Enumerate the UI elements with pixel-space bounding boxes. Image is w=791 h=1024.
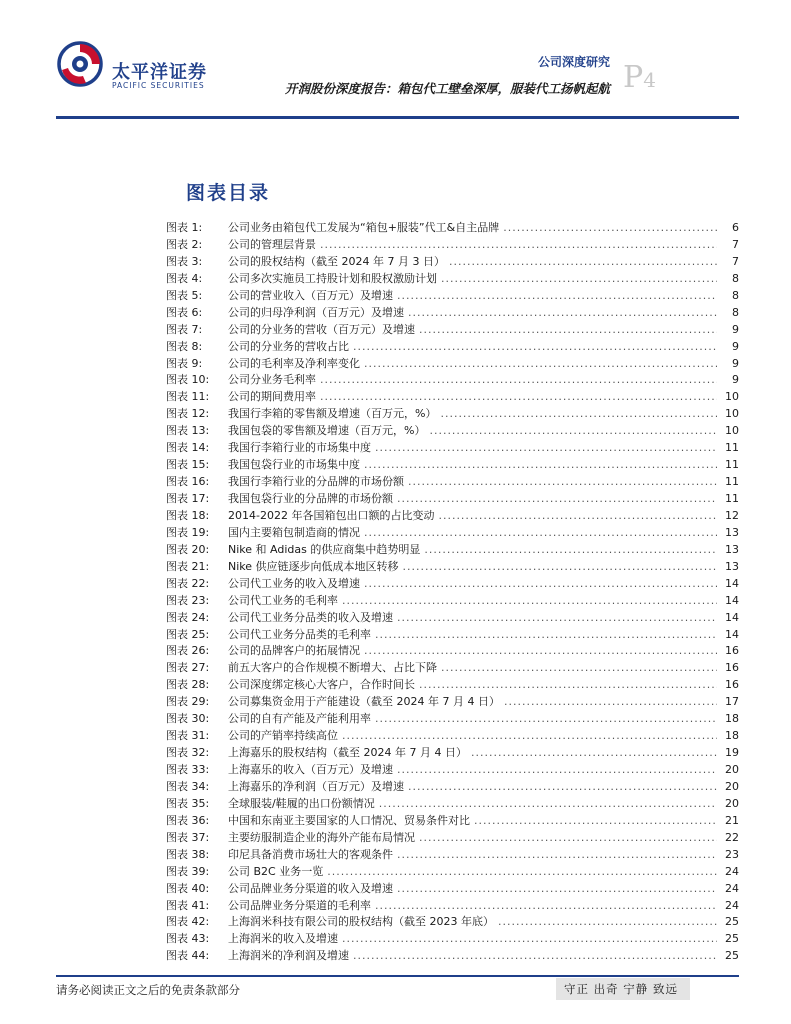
toc-entry[interactable] [166, 931, 739, 948]
toc-entry-title: 我国行李箱的零售额及增速（百万元，%） [228, 407, 437, 421]
toc-entry[interactable] [166, 271, 739, 288]
toc-dot-leader [419, 677, 717, 694]
toc-entry-label: 图表 32: [166, 746, 210, 760]
toc-dot-leader [424, 542, 717, 559]
toc-entry-title: Nike 和 Adidas 的供应商集中趋势明显 [228, 542, 421, 556]
page-number: 4 [643, 68, 656, 92]
toc-entry-page: 9 [732, 339, 739, 353]
toc-entry-label: 图表 17: [166, 492, 210, 505]
toc-dot-leader [449, 254, 717, 271]
toc-entry[interactable] [166, 474, 739, 491]
toc-entry-title: 公司的营业收入（百万元）及增速 [228, 288, 393, 302]
toc-dot-leader [397, 491, 717, 508]
pacific-securities-logo-icon [56, 40, 104, 88]
toc-dot-leader [504, 694, 717, 711]
toc-dot-leader [364, 643, 717, 660]
toc-entry-title: 公司品牌业务分渠道的收入及增速 [228, 881, 393, 895]
toc-entry-label: 图表 8: [166, 339, 203, 353]
footer-motto: 守正 出奇 宁静 致远 [564, 982, 678, 996]
page-letter: P [623, 60, 644, 95]
toc-dot-leader [375, 898, 717, 915]
toc-dot-leader [342, 931, 717, 948]
toc-entry-title: 国内主要箱包制造商的情况 [228, 525, 360, 539]
toc-dot-leader [379, 796, 717, 813]
brand-name-en: PACIFIC SECURITIES [112, 81, 205, 90]
footer-disclaimer: 请务必阅读正文之后的免责条款部分 [56, 983, 240, 997]
toc-heading: 图表目录 [186, 182, 271, 204]
toc-entry-label: 图表 38: [166, 847, 210, 861]
toc-entry-label: 图表 43: [166, 932, 210, 946]
toc-entry-label: 图表 22: [166, 576, 210, 590]
report-type: 公司深度研究 [537, 55, 610, 69]
toc-entry-title: 公司募集资金用于产能建设（截至 2024 年 7 月 4 日） [228, 695, 500, 709]
toc-entry[interactable] [166, 694, 739, 711]
toc-entry[interactable] [166, 339, 739, 356]
toc-entry-label: 图表 41: [166, 898, 210, 912]
toc-dot-leader [408, 474, 717, 491]
toc-entry[interactable] [166, 762, 739, 779]
toc-entry[interactable] [166, 440, 739, 457]
toc-entry[interactable] [166, 525, 739, 542]
toc-entry-label: 图表 30: [166, 712, 210, 726]
toc-dot-leader [375, 440, 717, 457]
toc-entry-title: 公司分业务毛利率 [228, 373, 316, 387]
page-header [0, 0, 791, 120]
toc-entry-page: 6 [732, 221, 739, 234]
footer-divider [56, 975, 739, 977]
toc-entry[interactable] [166, 356, 739, 373]
toc-entry-title: 公司 B2C 业务一览 [228, 864, 324, 878]
toc-entry-label: 图表 31: [166, 729, 210, 743]
toc-entry-page: 18 [725, 712, 739, 726]
toc-entry-title: 中国和东南亚主要国家的人口情况、贸易条件对比 [228, 813, 470, 827]
toc-entry-label: 图表 42: [166, 915, 210, 929]
toc-entry-label: 图表 5: [166, 288, 203, 302]
toc-dot-leader [375, 711, 717, 728]
toc-entry-title: 上海润米科技有限公司的股权结构（截至 2023 年底） [228, 915, 494, 929]
toc-dot-leader [364, 457, 717, 474]
toc-dot-leader [397, 881, 717, 898]
toc-entry-label: 图表 28: [166, 678, 210, 692]
toc-entry-title: 公司代工业务分品类的收入及增速 [228, 610, 393, 624]
toc-entry-label: 图表 37: [166, 830, 210, 844]
toc-entry-title: 我国行李箱行业的市场集中度 [228, 441, 371, 455]
toc-entry-label: 图表 23: [166, 593, 210, 607]
toc-entry-title: 前五大客户的合作规模不断增大、占比下降 [228, 661, 437, 675]
toc-entry-title: 上海嘉乐的股权结构（截至 2024 年 7 月 4 日） [228, 746, 467, 760]
toc-entry[interactable] [166, 508, 739, 525]
toc-dot-leader [342, 593, 717, 610]
toc-entry-page: 7 [732, 254, 739, 268]
toc-entry-page: 11 [725, 458, 739, 472]
toc-entry-title: 上海嘉乐的净利润（百万元）及增速 [228, 779, 404, 793]
toc-entry-page: 14 [725, 593, 739, 607]
toc-entry[interactable] [166, 864, 739, 881]
toc-dot-leader [375, 627, 717, 644]
toc-entry-title: 公司的自有产能及产能利用率 [228, 712, 371, 726]
toc-dot-leader [342, 728, 717, 745]
toc-dot-leader [320, 389, 717, 406]
toc-entry[interactable] [166, 627, 739, 644]
toc-entry-title: 公司的期间费用率 [228, 390, 316, 404]
toc-dot-leader [397, 762, 717, 779]
toc-entry-label: 图表 7: [166, 322, 203, 336]
toc-entry-label: 图表 20: [166, 542, 210, 556]
toc-entry[interactable] [166, 457, 739, 474]
toc-entry-label: 图表 26: [166, 644, 210, 658]
toc-entry-page: 20 [725, 763, 739, 776]
toc-entry[interactable] [166, 576, 739, 593]
toc-dot-leader [397, 288, 717, 305]
toc-entry-title: 我国行李箱行业的分品牌的市场份额 [228, 475, 404, 489]
toc-entry-title: 公司的品牌客户的拓展情况 [228, 644, 360, 658]
toc-entry-title: 2014-2022 年各国箱包出口额的占比变动 [228, 508, 435, 522]
toc-entry-page: 16 [725, 678, 739, 692]
toc-dot-leader [397, 610, 717, 627]
toc-entry-title: 公司的分业务的营收（百万元）及增速 [228, 322, 415, 336]
toc-entry[interactable] [166, 948, 739, 965]
toc-dot-leader [364, 525, 717, 542]
toc-entry-label: 图表 6: [166, 305, 203, 319]
toc-entry-page: 18 [725, 729, 739, 743]
toc-entry[interactable] [166, 796, 739, 813]
toc-entry-page: 16 [725, 661, 739, 675]
toc-entry[interactable] [166, 643, 739, 660]
toc-entry[interactable] [166, 813, 739, 830]
toc-entry-label: 图表 4: [166, 271, 203, 285]
toc-entry-label: 图表 12: [166, 407, 210, 421]
toc-dot-leader [353, 948, 717, 965]
toc-entry-title: 公司代工业务的毛利率 [228, 593, 338, 607]
toc-entry-page: 8 [732, 271, 739, 285]
toc-entry-label: 图表 34: [166, 779, 210, 793]
toc-entry[interactable] [166, 220, 739, 237]
toc-entry-page: 24 [725, 898, 739, 912]
toc-entry-page: 22 [725, 830, 739, 844]
toc-entry-page: 13 [725, 542, 739, 556]
toc-entry[interactable] [166, 881, 739, 898]
toc-entry-title: 主要纺服制造企业的海外产能布局情况 [228, 830, 415, 844]
footer-motto-box [556, 978, 690, 1000]
toc-entry-title: 公司代工业务分品类的毛利率 [228, 627, 371, 641]
toc-entry-label: 图表 18: [166, 508, 210, 522]
toc-entry-label: 图表 19: [166, 525, 210, 539]
toc-entry-title: 全球服装/鞋履的出口份额情况 [228, 796, 375, 810]
toc-entry-page: 14 [725, 627, 739, 641]
toc-entry-label: 图表 39: [166, 864, 210, 878]
toc-entry-page: 24 [725, 864, 739, 878]
report-title: 开润股份深度报告：箱包代工壁垒深厚，服装代工扬帆起航 [284, 81, 610, 96]
toc-entry-page: 11 [725, 475, 739, 489]
toc-entry[interactable] [166, 830, 739, 847]
toc-dot-leader [408, 779, 717, 796]
toc-entry-page: 25 [725, 949, 739, 963]
toc-entry-page: 10 [725, 390, 739, 404]
toc-entry[interactable] [166, 745, 739, 762]
toc-entry[interactable] [166, 423, 739, 440]
toc-entry-page: 20 [725, 796, 739, 810]
toc-entry-page: 10 [725, 407, 739, 421]
toc-dot-leader [320, 237, 717, 254]
toc-entry-page: 25 [725, 915, 739, 929]
toc-dot-leader [438, 508, 717, 525]
header-divider [56, 116, 739, 119]
toc-entry-label: 图表 11: [166, 390, 210, 404]
toc-dot-leader [364, 576, 717, 593]
toc-entry-page: 17 [725, 695, 739, 709]
toc-entry-label: 图表 25: [166, 627, 210, 641]
toc-entry-page: 9 [732, 356, 739, 370]
toc-entry-page: 12 [725, 508, 739, 522]
toc-entry-page: 8 [732, 305, 739, 319]
toc-entry-page: 8 [732, 288, 739, 302]
toc-entry-page: 25 [725, 932, 739, 946]
brand-name-cn: 太平洋证券 [112, 62, 207, 83]
toc-entry-page: 19 [725, 746, 739, 760]
toc-entry-title: 公司多次实施员工持股计划和股权激励计划 [228, 271, 437, 285]
toc-dot-leader [498, 914, 717, 931]
toc-entry-label: 图表 35: [166, 796, 210, 810]
toc-entry-page: 11 [725, 441, 739, 455]
toc-entry-title: 公司的毛利率及净利率变化 [228, 356, 360, 370]
toc-entry-title: 公司的管理层背景 [228, 237, 316, 251]
toc-entry[interactable] [166, 914, 739, 931]
toc-entry[interactable] [166, 542, 739, 559]
toc-entry[interactable] [166, 593, 739, 610]
toc-entry-page: 13 [725, 525, 739, 539]
toc-dot-leader [419, 830, 717, 847]
toc-dot-leader [441, 271, 717, 288]
toc-entry-page: 16 [725, 644, 739, 658]
toc-entry-label: 图表 29: [166, 695, 210, 709]
toc-entry-label: 图表 2: [166, 237, 203, 251]
toc-entry[interactable] [166, 610, 739, 627]
toc-entry-label: 图表 21: [166, 559, 210, 573]
toc-entry-title: 公司品牌业务分渠道的毛利率 [228, 898, 371, 912]
toc-entry-title: 公司的股权结构（截至 2024 年 7 月 3 日） [228, 254, 445, 268]
toc-dot-leader [364, 356, 717, 373]
toc-entry-title: 公司代工业务的收入及增速 [228, 576, 360, 590]
toc-entry[interactable] [166, 288, 739, 305]
brand-logo [56, 40, 216, 96]
toc-dot-leader [408, 305, 717, 322]
toc-entry-title: 印尼具备消费市场壮大的客观条件 [228, 847, 393, 861]
toc-entry-label: 图表 27: [166, 661, 210, 675]
toc-entry[interactable] [166, 305, 739, 322]
toc-entry-title: 公司业务由箱包代工发展为“箱包+服装”代工&自主品牌 [228, 221, 500, 234]
toc-entry[interactable] [166, 389, 739, 406]
toc-dot-leader [474, 813, 717, 830]
toc-entry-label: 图表 36: [166, 813, 210, 827]
toc-dot-leader [327, 864, 717, 881]
toc-entry-page: 20 [725, 779, 739, 793]
figure-table-of-contents [166, 220, 739, 965]
toc-entry[interactable] [166, 728, 739, 745]
toc-entry-label: 图表 10: [166, 373, 210, 387]
toc-entry-label: 图表 40: [166, 881, 210, 895]
toc-entry[interactable] [166, 491, 739, 508]
toc-entry-page: 9 [732, 373, 739, 387]
toc-entry-label: 图表 33: [166, 763, 210, 776]
toc-dot-leader [503, 220, 717, 237]
toc-entry[interactable] [166, 559, 739, 576]
toc-dot-leader [403, 559, 717, 576]
toc-entry-title: 我国包袋行业的市场集中度 [228, 458, 360, 472]
toc-dot-leader [471, 745, 717, 762]
toc-entry-label: 图表 15: [166, 458, 210, 472]
toc-dot-leader [320, 372, 717, 389]
toc-entry-page: 7 [732, 237, 739, 251]
toc-entry-label: 图表 24: [166, 610, 210, 624]
toc-dot-leader [397, 847, 717, 864]
toc-entry-page: 14 [725, 610, 739, 624]
toc-entry-title: 我国包袋的零售额及增速（百万元，%） [228, 424, 426, 438]
toc-entry-page: 21 [725, 813, 739, 827]
toc-entry-title: 上海嘉乐的收入（百万元）及增速 [228, 763, 393, 776]
toc-entry-label: 图表 3: [166, 254, 203, 268]
toc-entry[interactable] [166, 372, 739, 389]
toc-entry[interactable] [166, 677, 739, 694]
toc-entry[interactable] [166, 779, 739, 796]
toc-entry-page: 10 [725, 424, 739, 438]
toc-entry-title: 我国包袋行业的分品牌的市场份额 [228, 492, 393, 505]
toc-entry-title: 上海润米的净利润及增速 [228, 949, 349, 963]
toc-entry-page: 23 [725, 847, 739, 861]
toc-entry[interactable] [166, 847, 739, 864]
toc-entry[interactable] [166, 237, 739, 254]
toc-dot-leader [419, 322, 717, 339]
toc-entry[interactable] [166, 898, 739, 915]
toc-dot-leader [353, 339, 717, 356]
toc-entry-title: 公司的归母净利润（百万元）及增速 [228, 305, 404, 319]
toc-entry-title: 上海润米的收入及增速 [228, 932, 338, 946]
toc-entry-title: 公司的分业务的营收占比 [228, 339, 349, 353]
toc-entry[interactable] [166, 711, 739, 728]
toc-entry[interactable] [166, 254, 739, 271]
toc-entry[interactable] [166, 322, 739, 339]
toc-entry-label: 图表 13: [166, 424, 210, 438]
toc-dot-leader [429, 423, 717, 440]
toc-entry-label: 图表 1: [166, 221, 203, 234]
toc-dot-leader [440, 406, 717, 423]
toc-entry[interactable] [166, 660, 739, 677]
toc-entry-label: 图表 44: [166, 949, 210, 963]
toc-entry-label: 图表 14: [166, 441, 210, 455]
toc-entry-page: 14 [725, 576, 739, 590]
toc-entry-title: 公司的产销率持续高位 [228, 729, 338, 743]
toc-entry-title: Nike 供应链逐步向低成本地区转移 [228, 559, 399, 573]
toc-entry-page: 24 [725, 881, 739, 895]
toc-dot-leader [441, 660, 717, 677]
toc-entry-label: 图表 9: [166, 356, 203, 370]
toc-entry[interactable] [166, 406, 739, 423]
toc-entry-title: 公司深度绑定核心大客户，合作时间长 [228, 678, 415, 692]
toc-entry-page: 9 [732, 322, 739, 336]
toc-entry-page: 13 [725, 559, 739, 573]
toc-entry-label: 图表 16: [166, 475, 210, 489]
page-marker [623, 60, 656, 95]
toc-entry-page: 11 [725, 492, 739, 505]
